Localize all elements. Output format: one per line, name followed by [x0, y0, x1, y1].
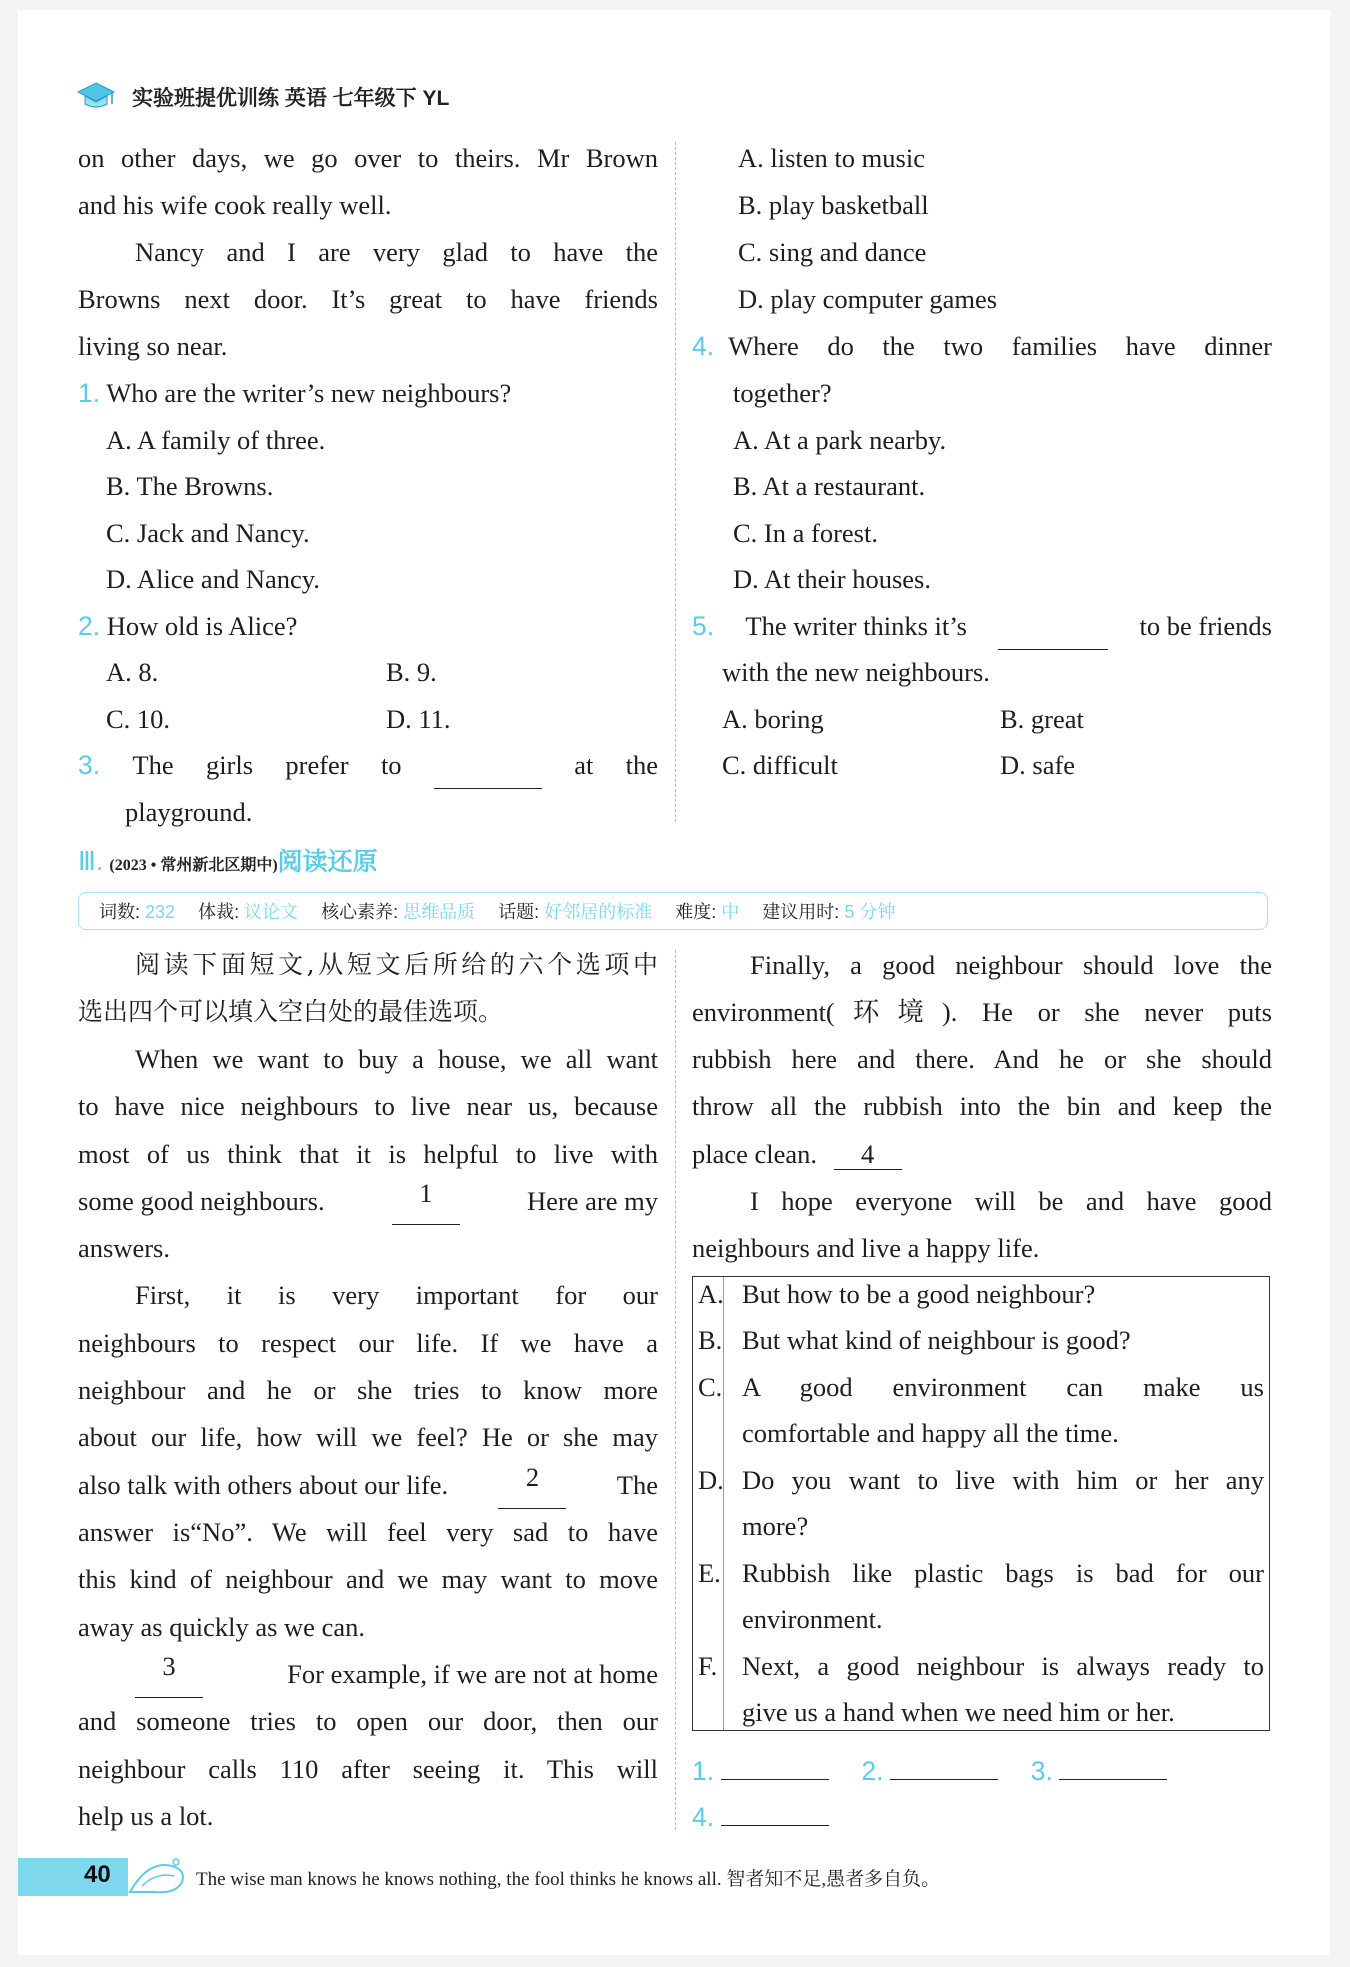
- question-text: How old is Alice?: [106, 611, 298, 641]
- question-text: The writer thinks it’s: [745, 611, 967, 641]
- passage-line: throw all the rubbish into the bin and keep the: [692, 1091, 1272, 1121]
- info-bar: [78, 892, 1268, 930]
- info-value: 中: [721, 902, 740, 922]
- footer-quote: The wise man knows he knows nothing, the fool thinks he knows all. 智者知不足,愚者多自负。: [196, 1869, 941, 1890]
- question-number: 4.: [692, 331, 715, 361]
- question-text: playground.: [125, 797, 253, 827]
- page-number: 40: [84, 1861, 111, 1888]
- passage-text: also talk with others about our life.: [78, 1470, 449, 1500]
- info-key: 体裁:: [198, 902, 240, 922]
- passage-line: to have nice neighbours to live near us, because: [78, 1091, 658, 1121]
- option-letter: F.: [698, 1651, 718, 1681]
- answer-number: 2.: [861, 1756, 884, 1786]
- option: B. The Browns.: [106, 471, 274, 501]
- option: C. Jack and Nancy.: [106, 518, 310, 548]
- question-number: 1.: [78, 378, 101, 408]
- question-1: [78, 370, 511, 417]
- passage-text: The: [616, 1470, 658, 1500]
- question-3: [78, 742, 658, 789]
- passage-line: about our life, how will we feel? He or she may: [78, 1422, 658, 1452]
- passage-line: living so near.: [78, 331, 228, 361]
- option-letter: B.: [698, 1325, 723, 1355]
- question-2: [78, 603, 297, 650]
- info-key: 难度:: [675, 902, 717, 922]
- passage-line: Finally, a good neighbour should love the: [750, 950, 1272, 980]
- passage-line: and someone tries to open our door, then our: [78, 1706, 658, 1736]
- footer-decoration-icon: [128, 1852, 190, 1900]
- instruction-line: 选出四个可以填入空白处的最佳选项。: [78, 997, 504, 1026]
- info-value: 好邻居的标准: [544, 902, 653, 922]
- option: B. great: [1000, 704, 1084, 734]
- option-letter: E.: [698, 1558, 721, 1588]
- option-text: But how to be a good neighbour?: [742, 1279, 1096, 1309]
- passage-text: some good neighbours.: [78, 1186, 325, 1216]
- info-key: 核心素养:: [321, 902, 399, 922]
- option: C. 10.: [106, 704, 171, 734]
- option: D. safe: [1000, 750, 1076, 780]
- info-key: 建议用时:: [762, 902, 840, 922]
- option: C. sing and dance: [738, 237, 927, 267]
- passage-line: this kind of neighbour and we may want to move: [78, 1564, 658, 1594]
- question-text: Where do the two families have dinner: [728, 331, 1272, 361]
- header-title: 实验班提优训练 英语 七年级下 YL: [132, 87, 450, 110]
- option-text: But what kind of neighbour is good?: [742, 1325, 1131, 1355]
- section-number: Ⅲ.: [78, 846, 104, 876]
- option: B. 9.: [386, 657, 437, 687]
- question-number: 5.: [692, 611, 715, 641]
- question-word: The: [132, 750, 174, 780]
- question-word: girls: [205, 750, 254, 780]
- option-text: comfortable and happy all the time.: [742, 1418, 1119, 1448]
- passage-line-with-blank: [78, 1462, 658, 1509]
- answer-number: 3.: [1030, 1756, 1053, 1786]
- passage-line: away as quickly as we can.: [78, 1612, 365, 1642]
- answer-blank[interactable]: [998, 603, 1108, 650]
- option: A. At a park nearby.: [733, 425, 947, 455]
- option-letter: A.: [698, 1279, 724, 1309]
- option: A. listen to music: [738, 143, 925, 173]
- option-text: Do you want to live with him or her any: [742, 1465, 1264, 1495]
- option-letter: D.: [698, 1465, 724, 1495]
- answer-field-3[interactable]: [1059, 1753, 1167, 1780]
- option: D. play computer games: [738, 284, 998, 314]
- answer-blank-2[interactable]: 2: [498, 1462, 566, 1509]
- passage-line: on other days, we go over to theirs. Mr Brown: [78, 143, 658, 173]
- passage-line: answers.: [78, 1233, 170, 1263]
- instruction-line: 阅读下面短文,从短文后所给的六个选项中: [135, 950, 658, 979]
- options-divider: [723, 1277, 724, 1730]
- question-text: together?: [733, 378, 832, 408]
- info-key: 词数:: [99, 902, 141, 922]
- option-text: environment.: [742, 1604, 883, 1634]
- answer-field-2[interactable]: [890, 1753, 998, 1780]
- info-value: 5 分钟: [844, 902, 896, 922]
- info-value: 议论文: [244, 902, 299, 922]
- question-word: the: [625, 750, 658, 780]
- option: B. At a restaurant.: [733, 471, 926, 501]
- option: D. 11.: [386, 704, 451, 734]
- column-divider-bottom: [675, 950, 676, 1830]
- passage-line: First, it is very important for our: [135, 1280, 658, 1310]
- passage-line-with-blank: [692, 1131, 902, 1178]
- passage-line-with-blank: [78, 1178, 658, 1225]
- info-value: 232: [145, 902, 176, 922]
- passage-line: answer is“No”. We will feel very sad to have: [78, 1517, 658, 1547]
- passage-line: Nancy and I are very glad to have the: [135, 237, 658, 267]
- option-text: give us a hand when we need him or her.: [742, 1697, 1175, 1727]
- section-source: (2023 • 常州新北区期中): [109, 857, 278, 874]
- passage-line: rubbish here and there. And he or she should: [692, 1044, 1272, 1074]
- column-divider-top: [675, 142, 676, 822]
- passage-line: I hope everyone will be and have good: [750, 1186, 1272, 1216]
- option: A. A family of three.: [106, 425, 326, 455]
- question-text: with the new neighbours.: [722, 657, 990, 687]
- answer-number: 1.: [692, 1756, 715, 1786]
- answer-row: [692, 1748, 1167, 1795]
- passage-line: neighbours and live a happy life.: [692, 1233, 1040, 1263]
- option: C. In a forest.: [733, 518, 878, 548]
- passage-text: For example, if we are not at home: [287, 1659, 658, 1689]
- passage-line: neighbour calls 110 after seeing it. This will: [78, 1754, 658, 1784]
- option: D. Alice and Nancy.: [106, 564, 320, 594]
- passage-text: Here are my: [527, 1186, 658, 1216]
- section-title: 阅读还原: [277, 848, 378, 876]
- answer-row: [692, 1794, 829, 1841]
- answer-blank[interactable]: [434, 742, 542, 789]
- option: B. play basketball: [738, 190, 929, 220]
- question-number: 3.: [78, 750, 101, 780]
- question-word: prefer: [285, 750, 349, 780]
- passage-line: Browns next door. It’s great to have friends: [78, 284, 658, 314]
- answer-blank-3[interactable]: 3: [135, 1651, 203, 1698]
- question-4: [692, 323, 1272, 370]
- section-heading: [78, 842, 378, 878]
- page-number-tab: [18, 1858, 128, 1896]
- question-word: to: [380, 750, 402, 780]
- passage-line: help us a lot.: [78, 1801, 214, 1831]
- option: A. boring: [722, 704, 824, 734]
- passage-line: environment(环境). He or she never puts: [692, 997, 1272, 1027]
- passage-line: neighbour and he or she tries to know more: [78, 1375, 658, 1405]
- answer-field-1[interactable]: [721, 1753, 829, 1780]
- option: A. 8.: [106, 657, 159, 687]
- option-text: A good environment can make us: [742, 1372, 1264, 1402]
- passage-text: place clean.: [692, 1139, 818, 1169]
- passage-line: most of us think that it is helpful to live with: [78, 1139, 658, 1169]
- option-text: Rubbish like plastic bags is bad for our: [742, 1558, 1264, 1588]
- info-value: 思维品质: [403, 902, 476, 922]
- question-text: Who are the writer’s new neighbours?: [106, 378, 512, 408]
- question-number: 2.: [78, 611, 101, 641]
- passage-line: neighbours to respect our life. If we have a: [78, 1328, 658, 1358]
- option-text: more?: [742, 1511, 809, 1541]
- answer-blank-4[interactable]: 4: [834, 1139, 902, 1170]
- question-text: to be friends: [1139, 611, 1272, 641]
- question-5: [692, 603, 1272, 650]
- option-letter: C.: [698, 1372, 723, 1402]
- answer-blank-1[interactable]: 1: [392, 1178, 460, 1225]
- answer-number: 4.: [692, 1802, 715, 1832]
- answer-field-4[interactable]: [721, 1799, 829, 1826]
- question-word: at: [574, 750, 594, 780]
- option-text: Next, a good neighbour is always ready to: [742, 1651, 1264, 1681]
- passage-line-with-blank: [135, 1651, 658, 1698]
- option: C. difficult: [722, 750, 838, 780]
- info-key: 话题:: [498, 902, 540, 922]
- graduation-cap-icon: [76, 80, 116, 112]
- passage-line: and his wife cook really well.: [78, 190, 392, 220]
- passage-line: When we want to buy a house, we all want: [135, 1044, 658, 1074]
- option: D. At their houses.: [733, 564, 931, 594]
